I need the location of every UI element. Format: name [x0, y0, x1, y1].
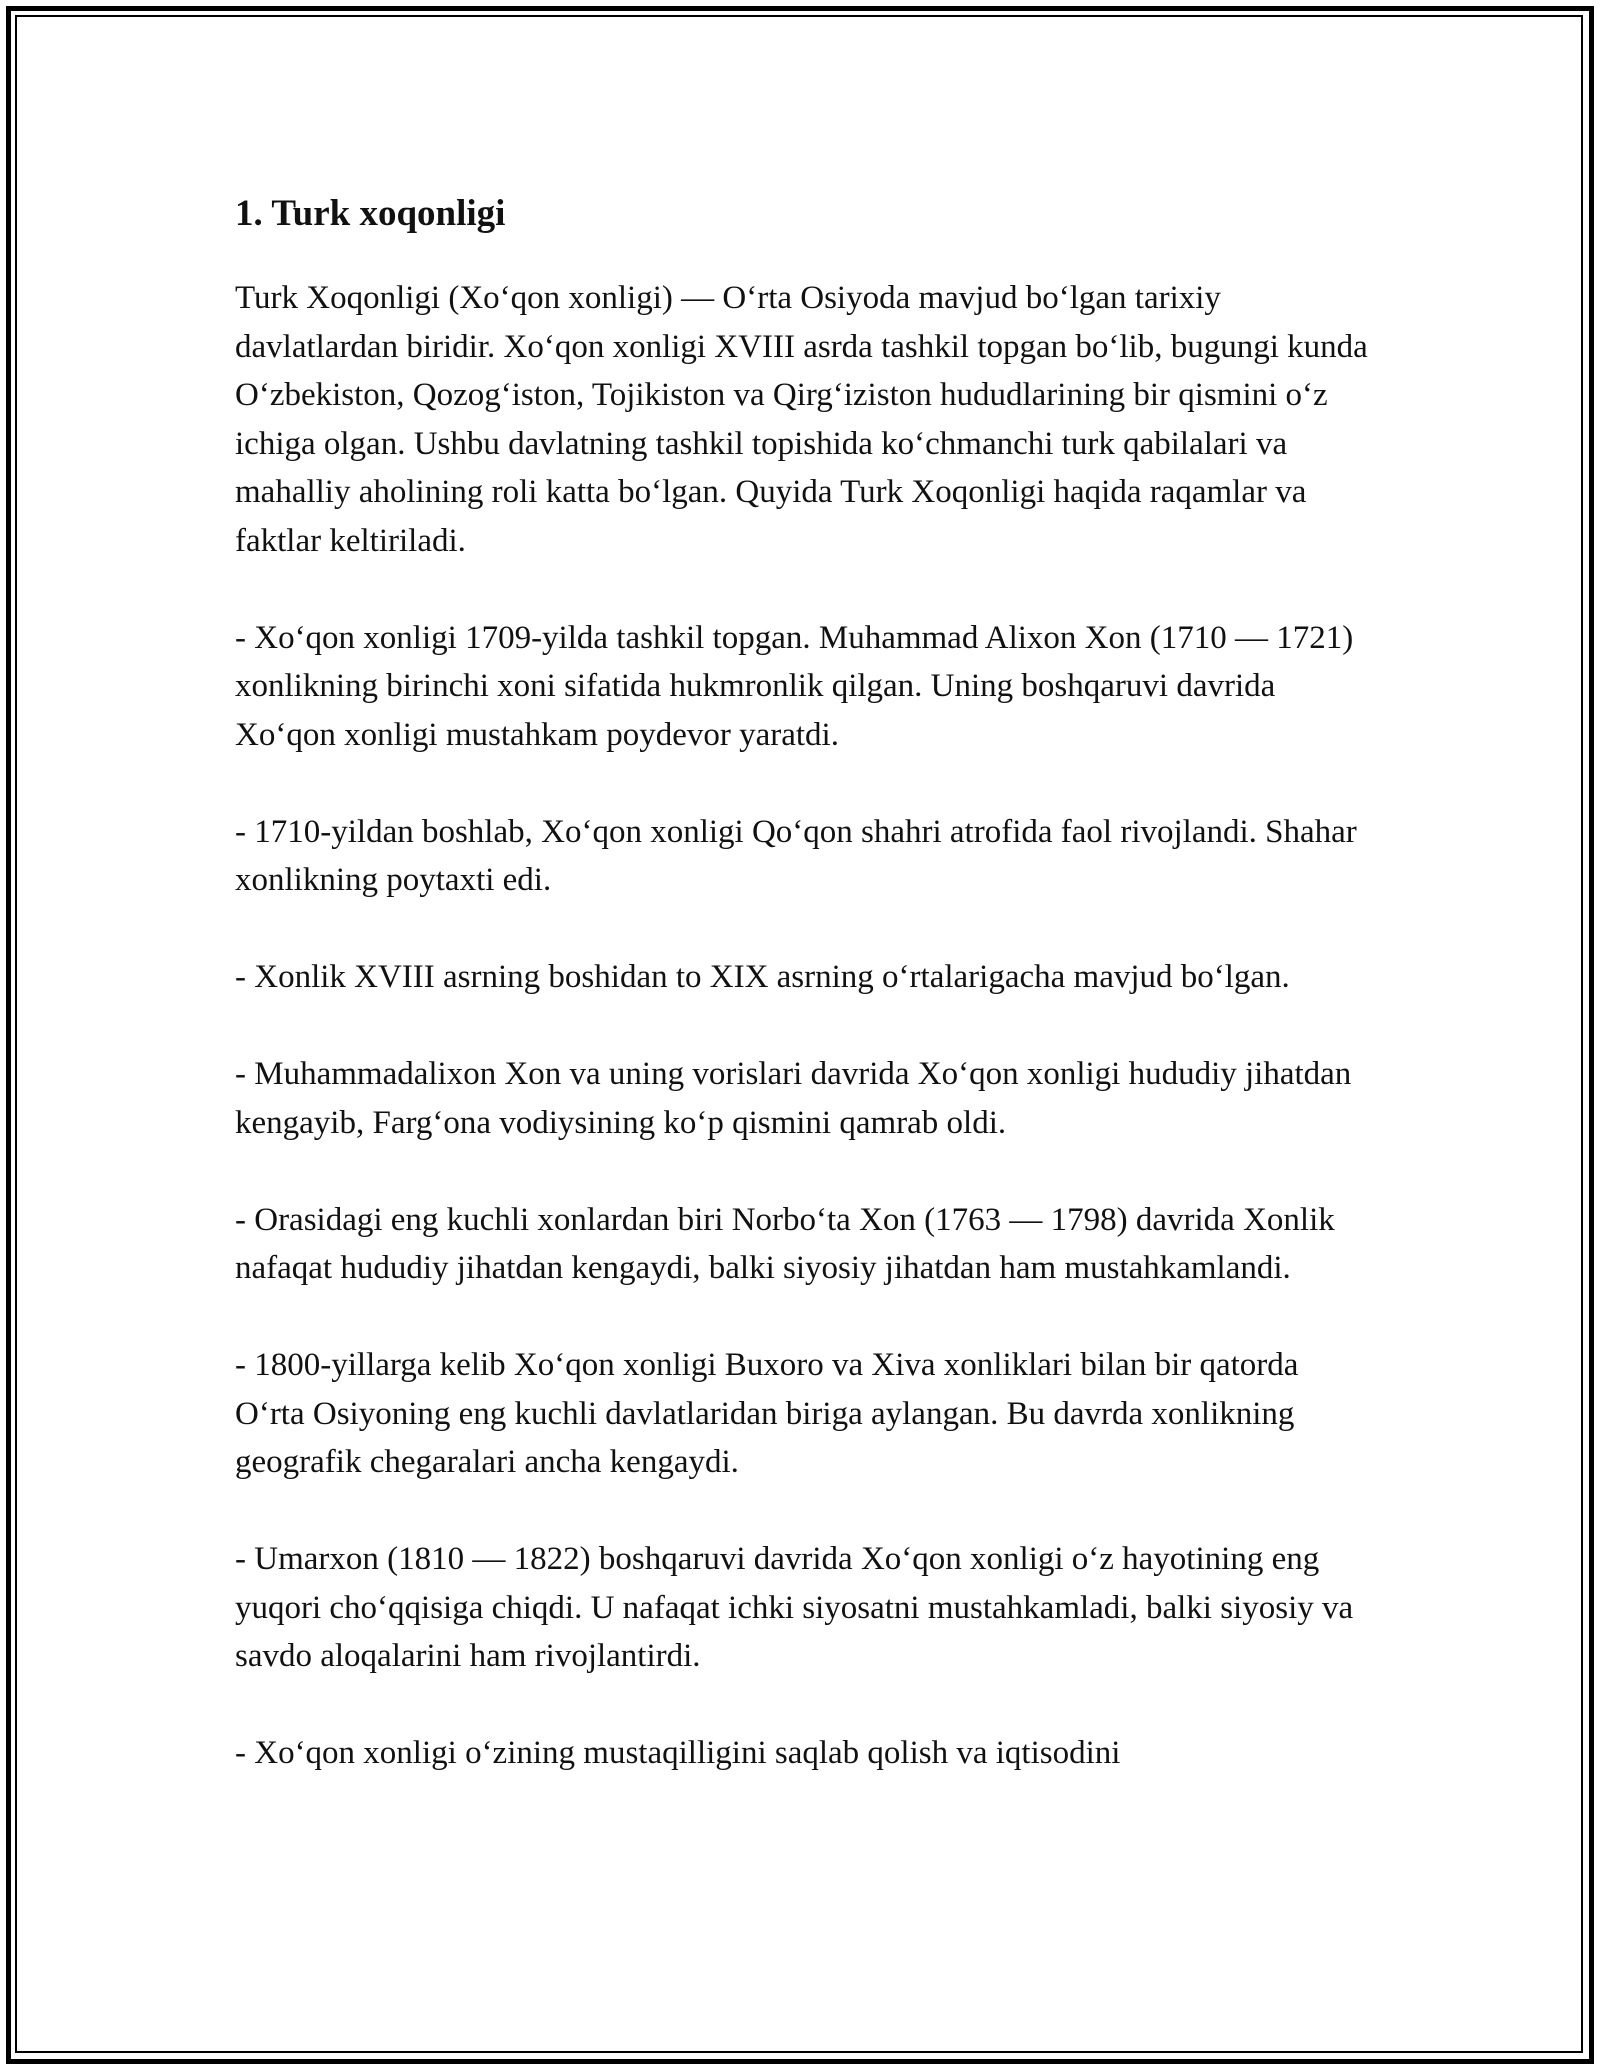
fact-paragraph: - Xo‘qon xonligi o‘zining mustaqilligini saqlab qolish va iqtisodini [235, 1735, 1121, 1771]
fact-paragraph: - 1800-yillarga kelib Xo‘qon xonligi Buxoro va Xiva xonliklari bilan bir qatorda O‘rta Osiyoning eng kuchli davlatlaridan biriga aylangan. Bu davrda xonlikning geografik chegaralari ancha kengaydi. [235, 1347, 1299, 1480]
fact-paragraph: - 1710-yildan boshlab, Xo‘qon xonligi Qo‘qon shahri atrofida faol rivojlandi. Shahar xonlikning poytaxti edi. [235, 813, 1357, 898]
document-body [235, 190, 1375, 1826]
fact-paragraph: - Xonlik XVIII asrning boshidan to XIX asrning o‘rtalarigacha mavjud bo‘lgan. [235, 959, 1290, 995]
fact-paragraph: - Muhammadalixon Xon va uning vorislari davrida Xo‘qon xonligi hududiy jihatdan kengayib, Farg‘ona vodiysining ko‘p qismini qamrab oldi. [235, 1056, 1352, 1141]
intro-paragraph: Turk Xoqonligi (Xo‘qon xonligi) — O‘rta Osiyoda mavjud bo‘lgan tarixiy davlatlardan biridir. Xo‘qon xonligi XVIII asrda tashkil topgan bo‘lib, bugungi kunda O‘zbekiston, Qozog‘iston, Tojikiston va Qirg‘iziston hududlarining bir qismini o‘z ichiga olgan. Ushbu davlatning tashkil topishida ko‘chmanchi turk qabilalari va mahalliy aholining roli katta bo‘lgan. Quyida Turk Xoqonligi haqida raqamlar va faktlar keltiriladi. [235, 280, 1368, 559]
fact-paragraph: - Orasidagi eng kuchli xonlardan biri Norbo‘ta Xon (1763 — 1798) davrida Xonlik nafaqat hududiy jihatdan kengaydi, balki siyosiy jihatdan ham mustahkamlandi. [235, 1201, 1335, 1286]
fact-paragraph: - Xo‘qon xonligi 1709-yilda tashkil topgan. Muhammad Alixon Xon (1710 — 1721) xonlikning birinchi xoni sifatida hukmronlik qilgan. Uning boshqaruvi davrida Xo‘qon xonligi mustahkam poydevor yaratdi. [235, 619, 1354, 753]
fact-paragraph: - Umarxon (1810 — 1822) boshqaruvi davrida Xo‘qon xonligi o‘z hayotining eng yuqori cho‘qqisiga chiqdi. U nafaqat ichki siyosatni mustahkamladi, balki siyosiy va savdo aloqalarini ham rivojlantirdi. [235, 1541, 1354, 1674]
section-heading: 1. Turk xoqonligi [235, 193, 506, 234]
